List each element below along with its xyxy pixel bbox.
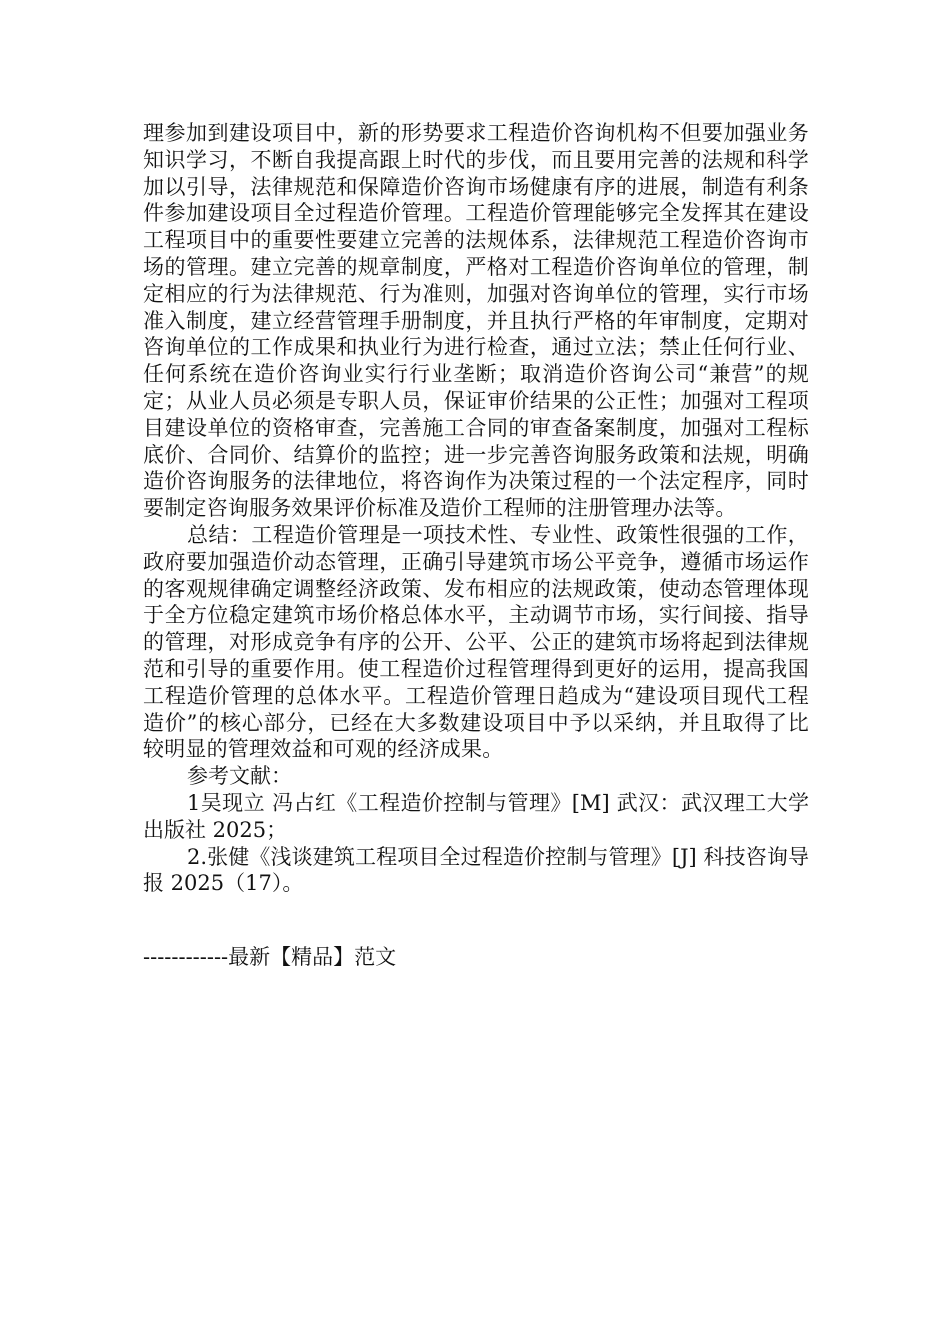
body-paragraph-1: 理参加到建设项目中，新的形势要求工程造价咨询机构不但要加强业务知识学习，不断自我提高跟上时代的步伐，而且要用完善的法规和科学加以引导，法律规范和保障造价咨询市场健康有序的进展，制造有利条件参加建设项目全过程造价管理。工程造价管理能够完全发挥其在建设工程项目中的重要性要建立完善的法规体系，法律规范工程造价咨询市场的管理。建立完善的规章制度，严格对工程造价咨询单位的管理，制定相应的行为法律规范、行为准则，加强对咨询单位的管理，实行市场准入制度，建立经营管理手册制度，并且执行严格的年审制度，定期对咨询单位的工作成果和执业行为进行检查，通过立法；禁止任何行业、任何系统在造价咨询业实行行业垄断；取消造价咨询公司“兼营”的规定；从业人员必须是专职人员，保证审价结果的公正性；加强对工程项目建设单位的资格审查，完善施工合同的审查备案制度，加强对工程标底价、合同价、结算价的监控；进一步完善咨询服务政策和法规，明确造价咨询服务的法律地位，将咨询作为决策过程的一个法定程序，同时要制定咨询服务效果评价标准及造价工程师的注册管理办法等。: [143, 121, 809, 521]
references-heading: 参考文献：: [187, 764, 292, 789]
reference-item-1: 1吴现立 冯占红《工程造价控制与管理》[M] 武汉：武汉理工大学出版社 2025；: [143, 790, 809, 842]
document-body: [143, 120, 809, 897]
summary-paragraph: 总结：工程造价管理是一项技术性、专业性、政策性很强的工作，政府要加强造价动态管理，正确引导建筑市场公平竞争，遵循市场运作的客观规律确定调整经济政策、发布相应的法规政策，使动态管理体现于全方位稳定建筑市场价格总体水平，主动调节市场，实行间接、指导的管理，对形成竞争有序的公开、公平、公正的建筑市场将起到法律规范和引导的重要作用。使工程造价过程管理得到更好的运用，提高我国工程造价管理的总体水平。工程造价管理日趋成为“建设项目现代工程造价”的核心部分，已经在大多数建设项目中予以采纳，并且取得了比较明显的管理效益和可观的经济成果。: [143, 522, 809, 762]
footer-label: ------------最新【精品】范文: [143, 945, 397, 969]
reference-item-2: 2.张健《浅谈建筑工程项目全过程造价控制与管理》[J] 科技咨询导报 2025（17）。: [143, 844, 809, 896]
